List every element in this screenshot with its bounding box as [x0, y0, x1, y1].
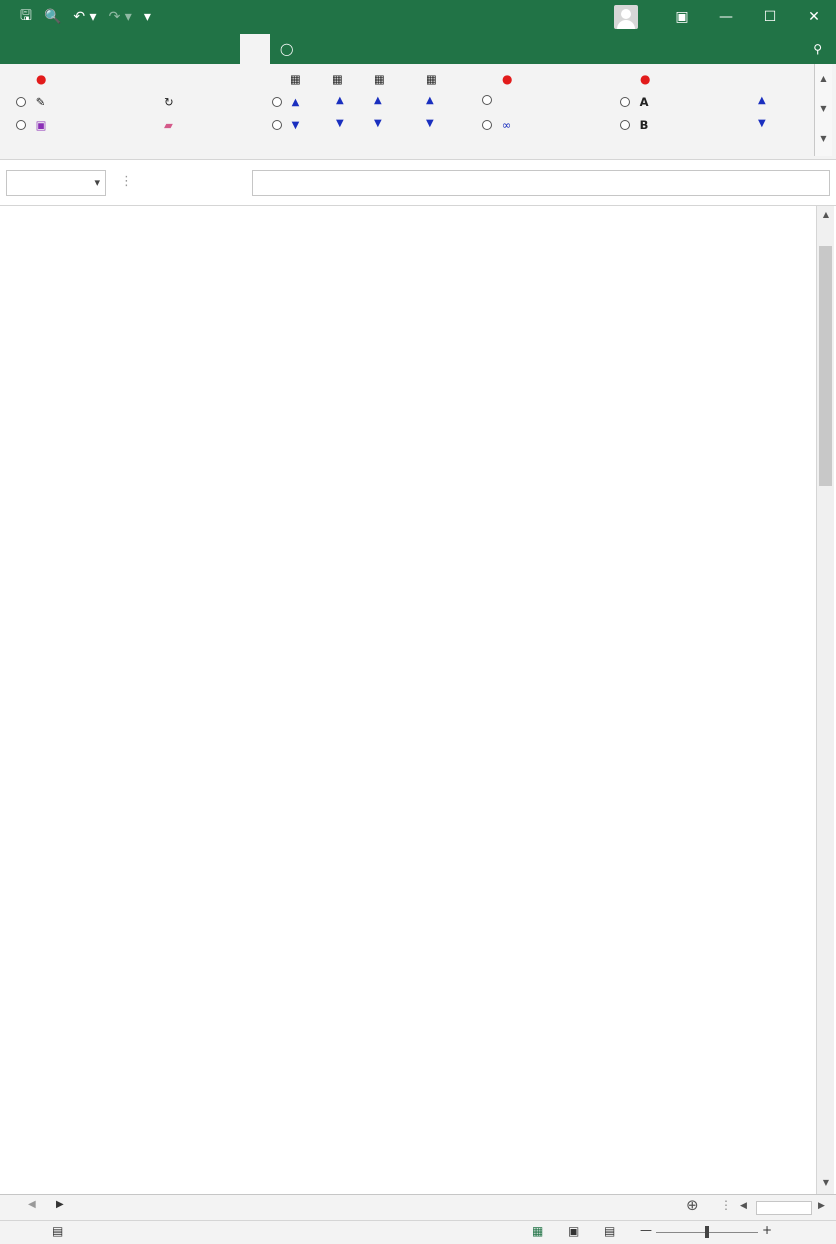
scroll-thumb[interactable] — [819, 246, 832, 486]
filter-quarter-button[interactable] — [374, 72, 388, 86]
formula-input[interactable] — [252, 170, 830, 196]
filter-icon: ▦ — [290, 72, 301, 86]
tab-home[interactable] — [30, 34, 60, 64]
ribbon-panel — [0, 64, 836, 160]
group-unwritten — [502, 72, 515, 86]
statement-desc-button[interactable] — [758, 118, 769, 129]
expand-icon[interactable]: ▼ — [820, 134, 827, 143]
share-button[interactable] — [813, 34, 822, 64]
tell-me-search[interactable] — [270, 34, 293, 64]
triangle-down-icon: ▼ — [374, 118, 382, 129]
more-icon: ⋮ — [120, 174, 133, 189]
tab-next-icon[interactable]: ▶ — [56, 1199, 64, 1210]
maximize-icon[interactable]: ☐ — [763, 9, 777, 25]
letter-a-icon: A — [639, 95, 649, 109]
option-radio[interactable] — [482, 95, 492, 105]
triangle-up-icon: ▲ — [336, 95, 344, 106]
minimize-icon[interactable]: — — [719, 9, 733, 25]
triangle-down-icon: ▼ — [758, 118, 766, 129]
name-box[interactable] — [6, 170, 106, 196]
ribbon-tabs — [0, 34, 836, 64]
radio-icon — [16, 120, 26, 130]
close-icon[interactable]: ✕ — [808, 9, 820, 25]
lightbulb-icon: ◯ — [280, 42, 294, 56]
triangle-down-icon: ▼ — [291, 119, 300, 131]
worksheet-grid[interactable] — [0, 206, 836, 1194]
save-icon: ▣ — [35, 118, 47, 132]
bulb-icon: ● — [36, 72, 47, 86]
filter-month-button[interactable] — [332, 72, 346, 86]
pencil-icon: ✎ — [35, 95, 46, 109]
calendar-icon: ▦ — [426, 72, 437, 86]
tab-formulas[interactable] — [120, 34, 150, 64]
hscroll-left-icon[interactable]: ◀ — [740, 1201, 747, 1211]
eraser-icon: ▰ — [164, 118, 173, 132]
radio-icon — [482, 120, 492, 130]
avatar[interactable] — [614, 5, 638, 29]
horizontal-scrollbar[interactable] — [756, 1201, 812, 1215]
hscroll-right-icon[interactable]: ▶ — [818, 1201, 825, 1211]
radio-icon — [620, 97, 630, 107]
title-bar — [0, 0, 836, 34]
unwritten-button[interactable] — [482, 118, 514, 132]
bulb-icon: ● — [502, 72, 513, 86]
customize-icon[interactable]: ▾ — [143, 9, 151, 25]
person-icon: ⚲ — [813, 42, 822, 56]
ribbon-display-icon[interactable]: ▣ — [675, 9, 689, 25]
group-trade-management — [36, 72, 49, 86]
glasses-icon: ∞ — [501, 118, 512, 132]
radio-icon — [272, 120, 282, 130]
sheet-tab-bar — [0, 1194, 836, 1220]
tab-split-icon[interactable]: ⋮ — [720, 1198, 732, 1212]
triangle-up-icon: ▲ — [291, 96, 300, 108]
page-layout-view-icon[interactable]: ▣ — [568, 1224, 580, 1238]
tab-data[interactable] — [150, 34, 180, 64]
zoom-in-icon[interactable]: + — [762, 1223, 773, 1237]
undo-icon[interactable]: ↶ ▾ — [73, 9, 97, 25]
refresh-icon: ↻ — [164, 95, 174, 109]
new-trade-button[interactable] — [16, 95, 48, 109]
triangle-down-icon: ▼ — [426, 118, 434, 129]
scroll-up-icon[interactable]: ▲ — [820, 74, 827, 83]
triangle-up-icon: ▲ — [758, 95, 766, 106]
save-icon[interactable]: 🖫 — [20, 8, 32, 24]
quick-access-toolbar — [0, 5, 151, 29]
tab-view[interactable] — [210, 34, 240, 64]
tab-insert[interactable] — [60, 34, 90, 64]
triangle-up-icon: ▲ — [374, 95, 382, 106]
tab-page-layout[interactable] — [90, 34, 120, 64]
scroll-down-icon[interactable]: ▼ — [820, 104, 827, 113]
calendar-icon: ▦ — [374, 72, 385, 86]
bulb-icon: ● — [640, 72, 651, 86]
search-period-button[interactable] — [164, 95, 177, 109]
radio-icon — [272, 97, 282, 107]
zoom-thumb[interactable] — [705, 1226, 709, 1238]
status-bar — [0, 1220, 836, 1244]
calendar-icon: ▦ — [332, 72, 343, 86]
desc-quarter-button[interactable] — [374, 118, 385, 129]
vertical-scrollbar[interactable] — [816, 206, 834, 1194]
zoom-out-icon[interactable]: — — [640, 1223, 652, 1237]
desc-year-button[interactable] — [272, 118, 302, 132]
asc-month-button[interactable] — [336, 95, 347, 106]
page-break-view-icon[interactable]: ▤ — [604, 1224, 616, 1238]
desc-half-button[interactable] — [426, 118, 437, 129]
radio-icon — [620, 120, 630, 130]
radio-icon — [482, 95, 492, 105]
ribbon-scrollbar[interactable] — [814, 64, 832, 156]
tab-review[interactable] — [180, 34, 210, 64]
triangle-up-icon: ▲ — [426, 95, 434, 106]
asc-quarter-button[interactable] — [374, 95, 385, 106]
filter-year-button[interactable] — [290, 72, 304, 86]
letter-b-icon: B — [639, 118, 649, 132]
triangle-down-icon: ▼ — [336, 118, 344, 129]
asc-half-button[interactable] — [426, 95, 437, 106]
save-trade-button[interactable] — [16, 118, 50, 132]
delete-selected-button[interactable] — [164, 118, 176, 132]
add-sheet-icon[interactable]: ⊕ — [686, 1196, 699, 1214]
scroll-down-icon[interactable]: ▼ — [822, 1178, 830, 1187]
normal-view-icon[interactable]: ▦ — [532, 1224, 544, 1238]
scroll-up-icon[interactable]: ▲ — [822, 210, 830, 219]
radio-icon — [16, 97, 26, 107]
formula-bar — [0, 160, 836, 206]
redo-icon[interactable]: ↷ ▾ — [108, 9, 132, 25]
new-statement-button[interactable] — [620, 95, 658, 109]
macro-record-icon[interactable]: ▤ — [52, 1224, 64, 1238]
statement-asc-button[interactable] — [758, 95, 769, 106]
filter-half-button[interactable] — [426, 72, 440, 86]
tab-add-ins[interactable] — [240, 34, 270, 64]
tab-file[interactable] — [0, 34, 30, 64]
print-preview-icon[interactable]: 🔍 — [43, 9, 62, 25]
desc-month-button[interactable] — [336, 118, 347, 129]
group-statement — [640, 72, 653, 86]
tab-prev-icon[interactable]: ◀ — [28, 1199, 36, 1210]
save-statement-button[interactable] — [620, 118, 658, 132]
asc-year-button[interactable] — [272, 95, 302, 109]
